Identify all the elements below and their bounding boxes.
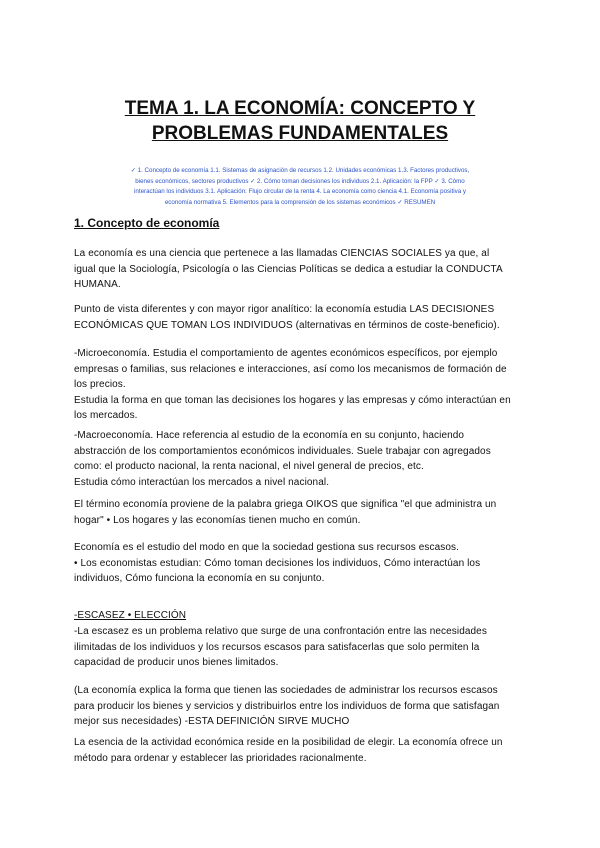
paragraph-intro — [74, 246, 526, 293]
paragraph-oikos — [74, 497, 526, 528]
paragraph-elegir — [74, 735, 526, 766]
text-line: mejor sus necesidades) -ESTA DEFINICIÓN SIRVE MUCHO — [74, 716, 350, 727]
paragraph-macroeconomia — [74, 428, 526, 490]
text-line: HUMANA. — [74, 279, 121, 290]
text-line: método para ordenar y establecer las prioridades racionalmente. — [74, 752, 367, 764]
text-line: (La economía explica la forma que tienen las sociedades de administrar los recursos escasos — [74, 685, 498, 696]
paragraph-definition — [74, 540, 526, 587]
text-line: ilimitadas de los individuos y los recursos escasos para satisfacerlas que solo permiten la — [74, 641, 480, 653]
text-line: capacidad de producir unos bienes limitados. — [74, 657, 279, 668]
toc-line-2[interactable]: bienes económicos, sectores productivos ✓ 2. Cómo toman decisiones los individuos 2.1. Aplicación: la FPP ✓ 3. Cómo — [135, 177, 465, 185]
page-title — [74, 96, 526, 146]
text-line: • Los economistas estudian: Cómo toman decisiones los individuos, Cómo interactúan los — [74, 557, 481, 569]
text-line: los precios. — [74, 379, 126, 390]
text-line: -Macroeconomía. Hace referencia al estudio de la economía en su conjunto, haciendo — [74, 430, 465, 441]
paragraph-microeconomia — [74, 346, 526, 424]
toc-line-1[interactable]: ✓ 1. Concepto de economía 1.1. Sistemas de asignación de recursos 1.2. Unidades económicas 1.3. Factores productivos, — [130, 167, 470, 174]
paragraph-decisions — [74, 302, 526, 333]
toc-line-4[interactable]: economía normativa 5. Elementos para la comprensión de los sistemas económicos ✓ RESUMEN — [164, 198, 436, 206]
text-line: para producir los bienes y servicios y distribuirlos entre los individuos de forma que satisfagan — [74, 700, 500, 712]
text-line: Economía es el estudio del modo en que la sociedad gestiona sus recursos escasos. — [74, 542, 459, 553]
text-line: Estudia la forma en que toman las decisiones los hogares y las empresas y cómo interactúan en — [74, 394, 511, 406]
text-line: los mercados. — [74, 410, 138, 421]
text-line: abstracción de los comportamientos económicos individuales. Suele trabajar con agregados — [74, 445, 491, 457]
text-line: -Microeconomía. Estudia el comportamiento de agentes económicos específicos, por ejemplo — [74, 348, 498, 359]
text-line: -La escasez es un problema relativo que surge de una confrontación entre las necesidades — [74, 626, 487, 637]
text-line: hogar" • Los hogares y las economías tienen mucho en común. — [74, 514, 361, 526]
text-line: igual que la Sociología, Psicología o las Ciencias Políticas se dedica a estudiar la CONDUCTA — [74, 263, 503, 275]
text-line: empresas o familias, sus relaciones e interacciones, así como los mecanismos de formación de — [74, 363, 507, 375]
text-line: La esencia de la actividad económica reside en la posibilidad de elegir. La economía ofrece un — [74, 737, 503, 748]
paragraph-escasez — [74, 624, 526, 671]
text-line: Estudia cómo interactúan los mercados a nivel nacional. — [74, 476, 330, 488]
title-line-2: PROBLEMAS FUNDAMENTALES — [151, 123, 449, 144]
text-line: La economía es una ciencia que pertenece a las llamadas CIENCIAS SOCIALES ya que, al — [74, 248, 490, 259]
text-line: Punto de vista diferentes y con mayor rigor analítico: la economía estudia LAS DECISIONES — [74, 304, 495, 315]
paragraph-administrar — [74, 683, 526, 730]
text-line: ECONÓMICAS QUE TOMAN LOS INDIVIDUOS (alternativas en términos de coste-beneficio). — [74, 319, 500, 331]
text-line: como: el producto nacional, la renta nacional, el nivel general de precios, etc. — [74, 461, 424, 472]
text-line: El término economía proviene de la palabra griega OIKOS que significa "el que administra un — [74, 499, 497, 510]
toc-line-3[interactable]: interactúan los individuos 3.1. Aplicación: Flujo circular de la renta 4. La economía como ciencia 4.1. Economía positiva y — [134, 188, 466, 195]
table-of-contents — [78, 166, 522, 208]
section-heading: 1. Concepto de economía — [74, 216, 220, 230]
text-line: individuos, Cómo funciona la economía en su conjunto. — [74, 573, 325, 584]
scarcity-heading: -ESCASEZ • ELECCIÓN — [74, 610, 187, 621]
title-line-1: TEMA 1. LA ECONOMÍA: CONCEPTO Y — [124, 98, 476, 119]
